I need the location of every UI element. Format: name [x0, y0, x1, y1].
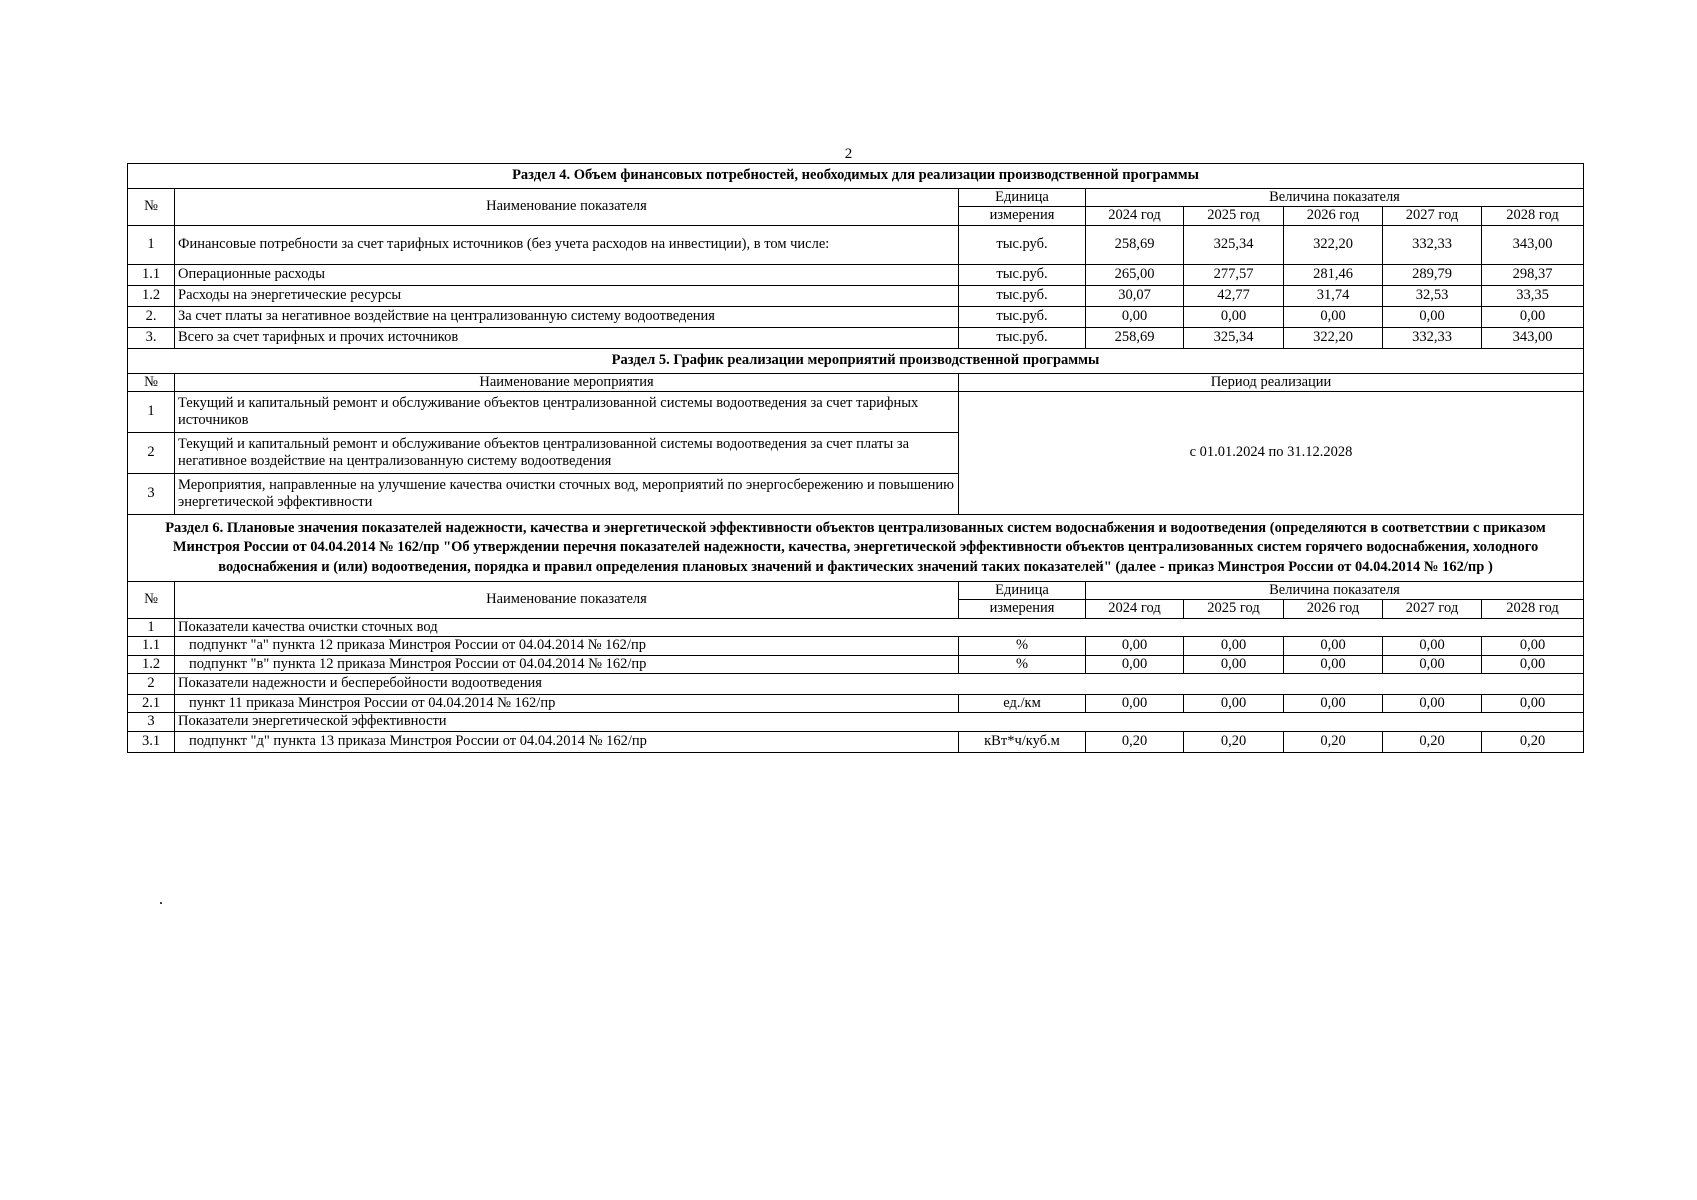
- table-row: [128, 225, 1584, 264]
- section4-name-header: Наименование показателя: [175, 189, 959, 226]
- row-name: Текущий и капитальный ремонт и обслуживание объектов централизованной системы водоотведения за счет тарифных источников: [175, 392, 959, 433]
- row-value: 0,00: [1383, 306, 1482, 327]
- row-value: 343,00: [1482, 225, 1584, 264]
- row-value: 0,00: [1383, 694, 1482, 712]
- row-value: 30,07: [1086, 285, 1184, 306]
- row-value: 31,74: [1284, 285, 1383, 306]
- row-value: 298,37: [1482, 264, 1584, 285]
- row-value: 0,20: [1184, 731, 1284, 752]
- row-num: 2.1: [128, 694, 175, 712]
- section4-num-header: №: [128, 189, 175, 226]
- table-row: [128, 264, 1584, 285]
- section6-header-row: [128, 582, 1584, 600]
- row-num: 1.1: [128, 264, 175, 285]
- group-num: 3: [128, 713, 175, 731]
- table-row: [128, 392, 1584, 433]
- section4-value-header: Величина показателя: [1086, 189, 1584, 207]
- year-header: 2025 год: [1184, 600, 1284, 618]
- row-value: 322,20: [1284, 225, 1383, 264]
- row-value: 0,20: [1284, 731, 1383, 752]
- row-value: 325,34: [1184, 225, 1284, 264]
- table-row: [128, 655, 1584, 673]
- section5-period-header: Период реализации: [959, 373, 1584, 391]
- section4-title: Раздел 4. Объем финансовых потребностей, необходимых для реализации производственной программы: [128, 164, 1584, 189]
- table-row: [128, 327, 1584, 348]
- row-value: 0,00: [1086, 306, 1184, 327]
- row-value: 332,33: [1383, 327, 1482, 348]
- year-header: 2026 год: [1284, 600, 1383, 618]
- section4-header-row: [128, 189, 1584, 207]
- row-unit: тыс.руб.: [959, 225, 1086, 264]
- row-value: 0,00: [1284, 655, 1383, 673]
- row-value: 0,20: [1383, 731, 1482, 752]
- row-num: 1.2: [128, 655, 175, 673]
- year-header: 2027 год: [1383, 600, 1482, 618]
- row-value: 0,20: [1086, 731, 1184, 752]
- row-num: 3: [128, 474, 175, 515]
- row-name: подпункт "в" пункта 12 приказа Минстроя России от 04.04.2014 № 162/пр: [175, 655, 959, 673]
- row-num: 2: [128, 433, 175, 474]
- group-num: 2: [128, 673, 175, 694]
- table-row: [128, 285, 1584, 306]
- row-unit: тыс.руб.: [959, 285, 1086, 306]
- section5-title: Раздел 5. График реализации мероприятий производственной программы: [128, 348, 1584, 373]
- row-name: Текущий и капитальный ремонт и обслуживание объектов централизованной системы водоотведения за счет платы за негативное воздействие на централизованную систему водоотведения: [175, 433, 959, 474]
- row-value: 325,34: [1184, 327, 1284, 348]
- row-unit: кВт*ч/куб.м: [959, 731, 1086, 752]
- section6-name-header: Наименование показателя: [175, 582, 959, 619]
- row-value: 289,79: [1383, 264, 1482, 285]
- section4-unit-header-line2: измерения: [959, 207, 1086, 225]
- row-name: Операционные расходы: [175, 264, 959, 285]
- row-value: 258,69: [1086, 327, 1184, 348]
- group-name: Показатели надежности и бесперебойности водоотведения: [175, 673, 1584, 694]
- row-value: 0,00: [1184, 306, 1284, 327]
- row-value: 281,46: [1284, 264, 1383, 285]
- row-name: За счет платы за негативное воздействие на централизованную систему водоотведения: [175, 306, 959, 327]
- row-num: 3.: [128, 327, 175, 348]
- row-name: Мероприятия, направленные на улучшение качества очистки сточных вод, мероприятий по энергосбережению и повышению энергетической эффективности: [175, 474, 959, 515]
- scan-speck: [160, 902, 162, 904]
- row-name: подпункт "д" пункта 13 приказа Минстроя России от 04.04.2014 № 162/пр: [175, 731, 959, 752]
- row-value: 265,00: [1086, 264, 1184, 285]
- row-unit: тыс.руб.: [959, 264, 1086, 285]
- row-value: 0,00: [1184, 694, 1284, 712]
- row-value: 258,69: [1086, 225, 1184, 264]
- row-name: подпункт "а" пункта 12 приказа Минстроя России от 04.04.2014 № 162/пр: [175, 637, 959, 655]
- row-num: 1: [128, 392, 175, 433]
- row-value: 322,20: [1284, 327, 1383, 348]
- row-name: Расходы на энергетические ресурсы: [175, 285, 959, 306]
- year-header: 2024 год: [1086, 207, 1184, 225]
- table-row: [128, 694, 1584, 712]
- group-name: Показатели энергетической эффективности: [175, 713, 1584, 731]
- row-value: 0,00: [1184, 655, 1284, 673]
- row-value: 0,00: [1482, 694, 1584, 712]
- section6-title-row: [128, 515, 1584, 582]
- row-value: 0,00: [1086, 655, 1184, 673]
- year-header: 2024 год: [1086, 600, 1184, 618]
- year-header: 2028 год: [1482, 600, 1584, 618]
- row-num: 2.: [128, 306, 175, 327]
- section6-num-header: №: [128, 582, 175, 619]
- section5-title-row: [128, 348, 1584, 373]
- year-header: 2027 год: [1383, 207, 1482, 225]
- section6-value-header: Величина показателя: [1086, 582, 1584, 600]
- group-row: [128, 713, 1584, 731]
- group-row: [128, 673, 1584, 694]
- row-num: 1: [128, 225, 175, 264]
- year-header: 2026 год: [1284, 207, 1383, 225]
- row-unit: тыс.руб.: [959, 327, 1086, 348]
- row-num: 1.1: [128, 637, 175, 655]
- row-value: 33,35: [1482, 285, 1584, 306]
- row-value: 42,77: [1184, 285, 1284, 306]
- row-value: 343,00: [1482, 327, 1584, 348]
- section4-unit-header-line1: Единица: [959, 189, 1086, 207]
- row-value: 277,57: [1184, 264, 1284, 285]
- year-header: 2028 год: [1482, 207, 1584, 225]
- row-value: 0,00: [1482, 637, 1584, 655]
- section6-unit-header-line2: измерения: [959, 600, 1086, 618]
- table-row: [128, 637, 1584, 655]
- section5-header-row: [128, 373, 1584, 391]
- section6-title: Раздел 6. Плановые значения показателей надежности, качества и энергетической эффективности объектов централизованных систем водоснабжения и водоотведения (определяются в соответствии с приказом Минстроя России от 04.04.2014 № 162/пр "Об утверждении перечня показателей надежности, качества, энергетической эффективности объектов централизованных систем горячего водоснабжения, холодного водоснабжения и (или) водоотведения, порядка и правил определения плановых значений и фактических значений таких показателей" (далее - приказ Минстроя России от 04.04.2014 № 162/пр ): [128, 515, 1584, 582]
- row-value: 0,00: [1086, 637, 1184, 655]
- table-row: [128, 306, 1584, 327]
- row-num: 1.2: [128, 285, 175, 306]
- row-value: 0,00: [1284, 637, 1383, 655]
- section5-num-header: №: [128, 373, 175, 391]
- row-unit: %: [959, 637, 1086, 655]
- period-value: с 01.01.2024 по 31.12.2028: [959, 392, 1584, 515]
- group-name: Показатели качества очистки сточных вод: [175, 618, 1584, 636]
- section4-title-row: [128, 164, 1584, 189]
- row-unit: %: [959, 655, 1086, 673]
- row-value: 0,00: [1284, 306, 1383, 327]
- row-value: 0,00: [1284, 694, 1383, 712]
- group-num: 1: [128, 618, 175, 636]
- group-row: [128, 618, 1584, 636]
- row-name: пункт 11 приказа Минстроя России от 04.04.2014 № 162/пр: [175, 694, 959, 712]
- year-header: 2025 год: [1184, 207, 1284, 225]
- section6-unit-header-line1: Единица: [959, 582, 1086, 600]
- row-value: 0,00: [1184, 637, 1284, 655]
- row-value: 0,00: [1482, 306, 1584, 327]
- row-unit: ед./км: [959, 694, 1086, 712]
- document-table: [127, 163, 1584, 753]
- section5-name-header: Наименование мероприятия: [175, 373, 959, 391]
- row-value: 0,00: [1482, 655, 1584, 673]
- row-value: 32,53: [1383, 285, 1482, 306]
- table-row: [128, 731, 1584, 752]
- row-name: Финансовые потребности за счет тарифных источников (без учета расходов на инвестиции), в том числе:: [175, 225, 959, 264]
- row-value: 0,00: [1086, 694, 1184, 712]
- row-value: 0,00: [1383, 637, 1482, 655]
- row-value: 0,00: [1383, 655, 1482, 673]
- row-value: 332,33: [1383, 225, 1482, 264]
- row-unit: тыс.руб.: [959, 306, 1086, 327]
- row-name: Всего за счет тарифных и прочих источников: [175, 327, 959, 348]
- page-number: 2: [844, 146, 853, 162]
- row-num: 3.1: [128, 731, 175, 752]
- row-value: 0,20: [1482, 731, 1584, 752]
